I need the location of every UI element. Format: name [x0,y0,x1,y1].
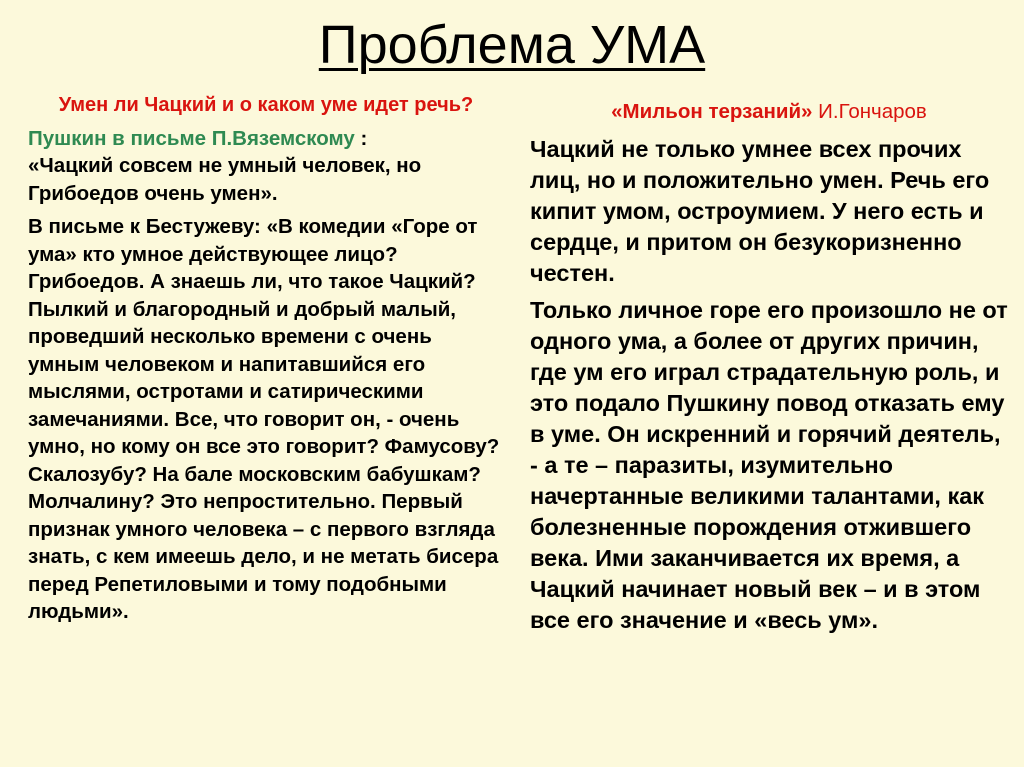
pushkin-quote: «Чацкий совсем не умный человек, но Грибоедов очень умен». [28,154,422,205]
right-heading-author: И.Гончаров [812,100,927,123]
goncharov-paragraph-2: Только личное горе его произошло не от одного ума, а более от других причин, где ум его играл страдательную роль, и это подало Пушкину повод отказать ему в уме. Он искренний и горячий деятель, - а те – паразиты, изумительно начертанные великими талантами, как болезненные порождения отжившего века. Ими заканчивается их время, а Чацкий начинает новый век – и в этом все его значение и «весь ум». [530,297,1008,633]
right-heading [530,98,1008,126]
right-column [530,98,1008,636]
bestuzhev-letter-paragraph: В письме к Бестужеву: «В комедии «Горе от ума» кто умное действующее лицо? Грибоедов. А знаешь ли, что такое Чацкий? Пылкий и благородный и добрый малый, проведший несколько времени с очень умным человеком и напитавшийся его мыслями, остротами и сатирическими замечаниями. Все, что говорит он, - очень умно, но кому он все это говорит? Фамусову? Скалозубу? На бале московским бабушкам? Молчалину? Это непростительно. Первый признак умного человека – с первого взгляда знать, с кем имеешь дело, и не метать бисера перед Репетиловыми и тому подобными людьми». [28,215,500,623]
slide-title [0,14,1024,76]
pushkin-reference: Пушкин в письме П.Вяземскому [28,126,355,150]
left-heading: Умен ли Чацкий и о каком уме идет речь? [58,94,474,116]
slide-title-text: Проблема УМА [318,15,706,75]
right-heading-work: «Мильон терзаний» [611,100,813,123]
pushkin-colon: : [354,126,368,150]
pushkin-vyazemsky-paragraph [28,125,504,208]
goncharov-paragraph-1: Чацкий не только умнее всех прочих лиц, но и положительно умен. Речь его кипит умом, остроумием. У него есть и сердце, и притом он безукоризненно честен. [530,136,990,286]
left-column [28,92,504,626]
